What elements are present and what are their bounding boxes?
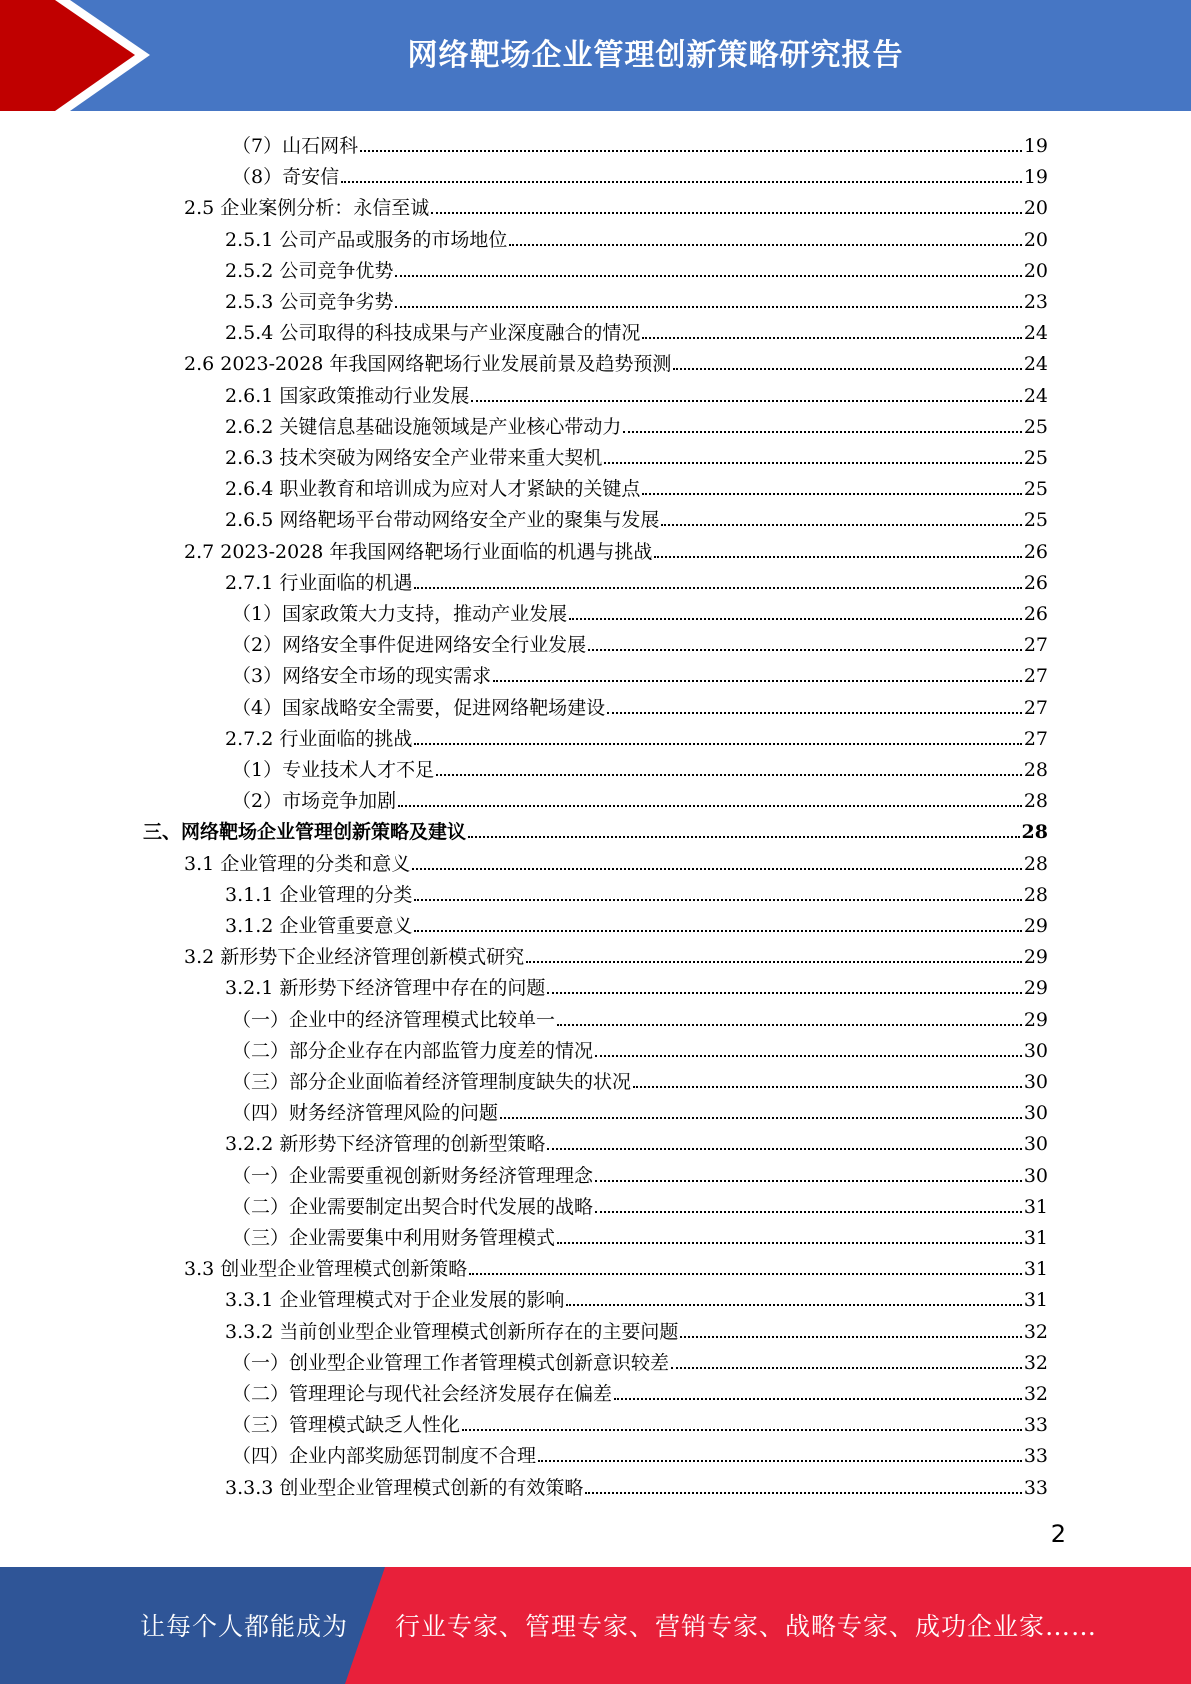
toc-entry-page: 28 bbox=[1023, 759, 1048, 781]
toc-entry[interactable] bbox=[184, 345, 1048, 376]
toc-entry-title: 2.7.2 行业面临的挑战 bbox=[225, 727, 413, 750]
toc-entry-page: 28 bbox=[1023, 852, 1048, 875]
toc-entry-title: （3）网络安全市场的现实需求 bbox=[232, 665, 492, 688]
toc-dot-leader bbox=[595, 1210, 1022, 1213]
toc-entry-page: 33 bbox=[1023, 1476, 1048, 1499]
toc-entry-page: 23 bbox=[1023, 291, 1048, 313]
toc-entry[interactable] bbox=[232, 626, 1048, 657]
toc-entry-page: 19 bbox=[1023, 135, 1048, 157]
page-header bbox=[0, 0, 1191, 111]
toc-dot-leader bbox=[680, 1335, 1021, 1338]
toc-entry[interactable] bbox=[225, 1313, 1048, 1344]
toc-entry[interactable] bbox=[232, 1032, 1048, 1063]
toc-dot-leader bbox=[341, 180, 1022, 183]
toc-entry[interactable] bbox=[225, 1469, 1048, 1500]
toc-entry[interactable] bbox=[184, 189, 1048, 220]
toc-dot-leader bbox=[623, 430, 1021, 433]
toc-entry[interactable] bbox=[232, 1437, 1048, 1468]
toc-entry-title: 2.6.3 技术突破为网络安全产业带来重大契机 bbox=[225, 447, 603, 469]
toc-entry-page: 29 bbox=[1023, 946, 1048, 969]
toc-entry[interactable] bbox=[232, 1219, 1048, 1250]
toc-entry-title: 3.1.1 企业管理的分类 bbox=[225, 883, 413, 906]
toc-entry-title: （一）企业中的经济管理模式比较单一 bbox=[232, 1008, 556, 1031]
toc-entry-title: 2.6.1 国家政策推动行业发展 bbox=[225, 384, 470, 407]
toc-entry-title: （二）部分企业存在内部监管力度差的情况 bbox=[232, 1039, 594, 1062]
toc-entry[interactable] bbox=[225, 283, 1048, 314]
toc-entry[interactable] bbox=[232, 1375, 1048, 1406]
toc-entry-page: 26 bbox=[1023, 603, 1048, 625]
toc-entry-title: （四）企业内部奖励惩罚制度不合理 bbox=[232, 1445, 537, 1468]
toc-entry[interactable] bbox=[232, 1188, 1048, 1219]
toc-entry-title: （三）企业需要集中利用财务管理模式 bbox=[232, 1227, 556, 1249]
toc-dot-leader bbox=[414, 929, 1021, 932]
toc-entry-title: （2）市场竞争加剧 bbox=[232, 790, 397, 813]
toc-entry-title: 2.7.1 行业面临的机遇 bbox=[225, 571, 413, 594]
toc-entry-title: 3.3.3 创业型企业管理模式创新的有效策略 bbox=[225, 1476, 584, 1499]
toc-entry[interactable] bbox=[232, 1001, 1048, 1032]
toc-entry-title: （7）山石网科 bbox=[232, 135, 359, 157]
toc-dot-leader bbox=[671, 1366, 1022, 1369]
toc-entry[interactable] bbox=[232, 158, 1048, 189]
toc-entry-title: 2.6.2 关键信息基础设施领域是产业核心带动力 bbox=[225, 415, 622, 438]
toc-entry-page: 28 bbox=[1023, 790, 1048, 813]
toc-entry-page: 31 bbox=[1023, 1195, 1048, 1218]
toc-entry[interactable] bbox=[225, 252, 1048, 283]
toc-entry[interactable] bbox=[232, 1063, 1048, 1094]
toc-dot-leader bbox=[500, 1116, 1022, 1119]
toc-entry[interactable] bbox=[232, 782, 1048, 813]
toc-entry[interactable] bbox=[184, 938, 1048, 969]
toc-entry-page: 25 bbox=[1023, 509, 1048, 532]
toc-dot-leader bbox=[547, 991, 1021, 994]
toc-entry[interactable] bbox=[225, 408, 1048, 439]
footer-slogan-left: 让每个人都能成为 bbox=[140, 1612, 349, 1641]
toc-entry-title: 3.1 企业管理的分类和意义 bbox=[184, 852, 411, 875]
toc-entry[interactable] bbox=[232, 1157, 1048, 1188]
toc-dot-leader bbox=[557, 1241, 1022, 1244]
toc-entry[interactable] bbox=[225, 314, 1048, 345]
toc-entry-page: 20 bbox=[1023, 197, 1048, 220]
toc-entry-page: 30 bbox=[1023, 1133, 1048, 1156]
toc-entry-title: 3.2.1 新形势下经济管理中存在的问题 bbox=[225, 977, 546, 1000]
toc-entry-title: 2.5 企业案例分析：永信至诚 bbox=[184, 197, 430, 220]
toc-dot-leader bbox=[526, 960, 1022, 963]
toc-entry-page: 26 bbox=[1023, 540, 1048, 563]
toc-entry-title: （4）国家战略安全需要，促进网络靶场建设 bbox=[232, 696, 606, 719]
toc-dot-leader bbox=[493, 679, 1022, 682]
toc-dot-leader bbox=[414, 742, 1021, 745]
toc-entry-page: 27 bbox=[1023, 696, 1048, 719]
page-number: 2 bbox=[1050, 1520, 1066, 1548]
toc-entry-title: 3.2.2 新形势下经济管理的创新型策略 bbox=[225, 1133, 546, 1156]
toc-entry[interactable] bbox=[232, 689, 1048, 720]
toc-entry-page: 20 bbox=[1023, 259, 1048, 282]
toc-entry-page: 29 bbox=[1023, 977, 1048, 1000]
toc-entry[interactable] bbox=[232, 657, 1048, 688]
toc-entry-page: 25 bbox=[1023, 415, 1048, 438]
toc-entry[interactable] bbox=[232, 1094, 1048, 1125]
toc-entry-page: 32 bbox=[1023, 1351, 1048, 1374]
toc-entry[interactable] bbox=[232, 1406, 1048, 1437]
toc-entry-title: （1）专业技术人才不足 bbox=[232, 759, 435, 781]
toc-dot-leader bbox=[414, 586, 1021, 589]
toc-entry[interactable] bbox=[232, 595, 1048, 626]
toc-entry-title: （二）企业需要制定出契合时代发展的战略 bbox=[232, 1195, 594, 1218]
toc-entry-title: 3.2 新形势下企业经济管理创新模式研究 bbox=[184, 946, 525, 969]
toc-entry-title: （二）管理理论与现代社会经济发展存在偏差 bbox=[232, 1383, 613, 1405]
toc-entry-page: 27 bbox=[1023, 727, 1048, 750]
toc-entry[interactable] bbox=[232, 127, 1048, 158]
toc-entry-title: （8）奇安信 bbox=[232, 166, 340, 189]
toc-entry-title: （一）企业需要重视创新财务经济管理理念 bbox=[232, 1164, 594, 1187]
toc-entry-page: 24 bbox=[1023, 322, 1048, 345]
toc-entry-page: 24 bbox=[1023, 353, 1048, 376]
report-title: 网络靶场企业管理创新策略研究报告 bbox=[407, 38, 904, 73]
toc-dot-leader bbox=[462, 1428, 1022, 1431]
toc-dot-leader bbox=[431, 211, 1022, 214]
toc-dot-leader bbox=[547, 1147, 1021, 1150]
toc-dot-leader bbox=[614, 1397, 1022, 1400]
toc-entry-title: （三）部分企业面临着经济管理制度缺失的状况 bbox=[232, 1071, 632, 1093]
toc-entry-title: 2.5.2 公司竞争优势 bbox=[225, 259, 394, 282]
toc-dot-leader bbox=[673, 367, 1021, 370]
toc-dot-leader bbox=[595, 1054, 1022, 1057]
toc-entry[interactable] bbox=[184, 533, 1048, 564]
toc-entry-title: （三）管理模式缺乏人性化 bbox=[232, 1414, 461, 1437]
toc-dot-leader bbox=[566, 1303, 1021, 1306]
toc-entry[interactable] bbox=[225, 564, 1048, 595]
toc-dot-leader bbox=[538, 1459, 1022, 1462]
toc-entry[interactable] bbox=[225, 1125, 1048, 1156]
toc-entry-page: 26 bbox=[1023, 571, 1048, 594]
toc-dot-leader bbox=[654, 555, 1021, 558]
toc-entry[interactable] bbox=[225, 720, 1048, 751]
toc-entry-page: 31 bbox=[1023, 1227, 1048, 1249]
toc-entry-page: 19 bbox=[1023, 166, 1048, 189]
toc-dot-leader bbox=[471, 399, 1021, 402]
toc-entry-page: 20 bbox=[1023, 228, 1048, 251]
toc-dot-leader bbox=[661, 523, 1021, 526]
toc-entry-title: 2.6.4 职业教育和培训成为应对人才紧缺的关键点 bbox=[225, 478, 641, 501]
toc-dot-leader bbox=[642, 336, 1021, 339]
toc-dot-leader bbox=[398, 804, 1022, 807]
toc-entry[interactable] bbox=[232, 1344, 1048, 1375]
toc-dot-leader bbox=[414, 898, 1021, 901]
toc-dot-leader bbox=[509, 243, 1021, 246]
toc-entry[interactable] bbox=[225, 377, 1048, 408]
toc-entry[interactable] bbox=[225, 439, 1048, 470]
page-footer bbox=[0, 1567, 1191, 1684]
toc-entry-page: 29 bbox=[1023, 1008, 1048, 1031]
toc-dot-leader bbox=[468, 835, 1020, 838]
toc-entry-title: 3.1.2 企业管重要意义 bbox=[225, 915, 413, 937]
toc-dot-leader bbox=[595, 1179, 1022, 1182]
toc-dot-leader bbox=[412, 867, 1022, 870]
toc-dot-leader bbox=[395, 274, 1021, 277]
toc-entry-page: 24 bbox=[1023, 384, 1048, 407]
toc-dot-leader bbox=[395, 305, 1021, 308]
toc-dot-leader bbox=[360, 149, 1022, 152]
toc-entry-title: 2.7 2023-2028 年我国网络靶场行业面临的机遇与挑战 bbox=[184, 540, 653, 563]
toc-entry[interactable] bbox=[225, 1281, 1048, 1312]
toc-dot-leader bbox=[633, 1085, 1022, 1088]
toc-entry-page: 29 bbox=[1023, 915, 1048, 937]
toc-entry-page: 31 bbox=[1023, 1289, 1048, 1312]
toc-entry-title: （2）网络安全事件促进网络安全行业发展 bbox=[232, 634, 587, 657]
toc-entry-title: 2.5.1 公司产品或服务的市场地位 bbox=[225, 228, 508, 251]
toc-entry[interactable] bbox=[225, 501, 1048, 532]
toc-entry[interactable] bbox=[225, 907, 1048, 938]
toc-entry-title: （一）创业型企业管理工作者管理模式创新意识较差 bbox=[232, 1351, 670, 1374]
toc-dot-leader bbox=[557, 1023, 1022, 1026]
toc-entry-page: 28 bbox=[1023, 883, 1048, 906]
toc-entry[interactable] bbox=[225, 221, 1048, 252]
toc-entry-title: 2.6.5 网络靶场平台带动网络安全产业的聚集与发展 bbox=[225, 509, 660, 532]
toc-entry[interactable] bbox=[143, 813, 1048, 844]
toc-entry-page: 30 bbox=[1023, 1039, 1048, 1062]
toc-entry-title: 2.5.3 公司竞争劣势 bbox=[225, 291, 394, 313]
toc-entry-page: 30 bbox=[1023, 1164, 1048, 1187]
toc-entry-title: 3.3.2 当前创业型企业管理模式创新所存在的主要问题 bbox=[225, 1320, 679, 1343]
toc-dot-leader bbox=[588, 648, 1022, 651]
toc-dot-leader bbox=[436, 773, 1022, 776]
toc-dot-leader bbox=[569, 617, 1022, 620]
toc-entry[interactable] bbox=[232, 751, 1048, 782]
toc-entry-title: 3.3 创业型企业管理模式创新策略 bbox=[184, 1258, 468, 1281]
toc-entry[interactable] bbox=[184, 1250, 1048, 1281]
toc-dot-leader bbox=[604, 461, 1021, 464]
toc-entry-page: 25 bbox=[1023, 447, 1048, 469]
toc-entry-page: 30 bbox=[1023, 1102, 1048, 1125]
toc-entry-page: 33 bbox=[1023, 1445, 1048, 1468]
toc-entry-page: 32 bbox=[1023, 1383, 1048, 1405]
toc-entry-title: （四）财务经济管理风险的问题 bbox=[232, 1102, 499, 1125]
toc-dot-leader bbox=[607, 711, 1022, 714]
toc-entry-page: 27 bbox=[1023, 634, 1048, 657]
toc-dot-leader bbox=[642, 492, 1021, 495]
toc-entry-title: （1）国家政策大力支持，推动产业发展 bbox=[232, 603, 568, 625]
toc-entry[interactable] bbox=[225, 470, 1048, 501]
toc-entry-title: 2.6 2023-2028 年我国网络靶场行业发展前景及趋势预测 bbox=[184, 353, 672, 376]
toc-entry-title: 3.3.1 企业管理模式对于企业发展的影响 bbox=[225, 1289, 565, 1312]
toc-entry[interactable] bbox=[225, 969, 1048, 1000]
toc-entry-page: 25 bbox=[1023, 478, 1048, 501]
toc-entry-page: 31 bbox=[1023, 1258, 1048, 1281]
toc-dot-leader bbox=[585, 1491, 1021, 1494]
toc-entry-page: 28 bbox=[1021, 821, 1048, 844]
toc-entry[interactable] bbox=[225, 876, 1048, 907]
toc-entry-page: 30 bbox=[1023, 1071, 1048, 1093]
toc-entry-page: 33 bbox=[1023, 1414, 1048, 1437]
footer-slogan-right: 行业专家、管理专家、营销专家、战略专家、成功企业家…… bbox=[395, 1612, 1098, 1641]
toc-entry-page: 32 bbox=[1023, 1320, 1048, 1343]
toc-dot-leader bbox=[469, 1272, 1022, 1275]
toc-entry-title: 2.5.4 公司取得的科技成果与产业深度融合的情况 bbox=[225, 322, 641, 345]
toc-entry[interactable] bbox=[184, 845, 1048, 876]
toc-entry-page: 27 bbox=[1023, 665, 1048, 688]
toc-entry-title: 三、网络靶场企业管理创新策略及建议 bbox=[143, 821, 467, 844]
